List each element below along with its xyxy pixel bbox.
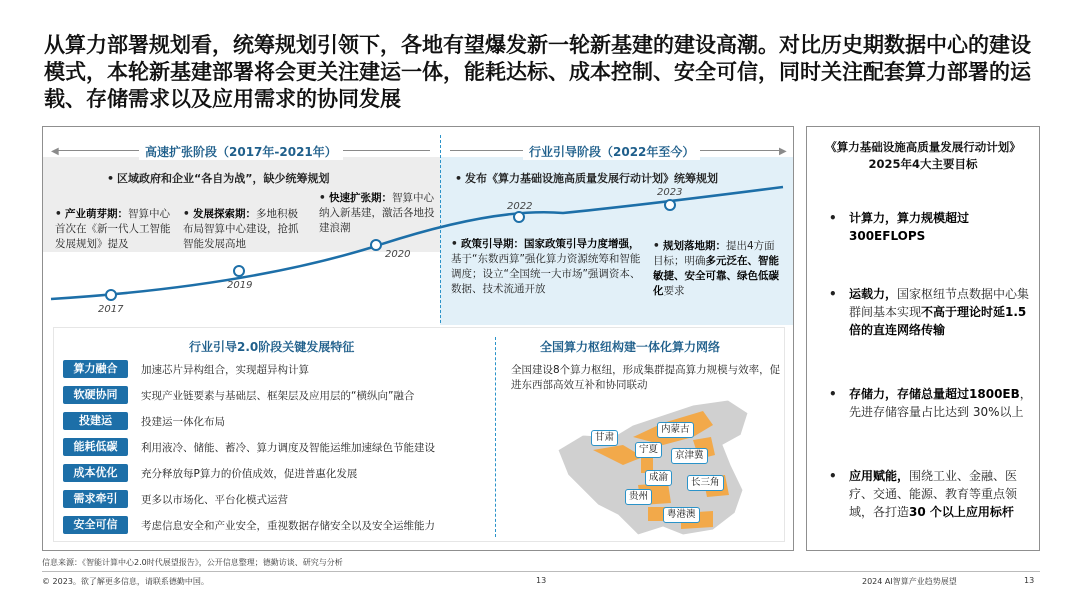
feature-tag: 需求牵引 bbox=[63, 490, 128, 508]
arrow-right-icon: ▶ bbox=[779, 146, 787, 157]
feature-text: 更多以市场化、平台化模式运营 bbox=[141, 493, 288, 506]
feature-row bbox=[63, 516, 435, 534]
feature-tag: 成本优化 bbox=[63, 464, 128, 482]
year-2019: 2019 bbox=[227, 280, 253, 291]
targets-panel bbox=[806, 126, 1040, 551]
event-planning-landing: • 规划落地期：提出4方面目标；明确多元泛在、智能敏捷、安全可靠、绿色低碳化要求 bbox=[653, 240, 779, 297]
footer-copyright: © 2023。欲了解更多信息，请联系德勤中国。 bbox=[42, 577, 209, 586]
target-item: • 应用赋能，围绕工业、金融、医疗、交通、能源、教育等重点领域，各打造30 个以上应用标杆 bbox=[829, 469, 1018, 519]
network-description: 全国建设8个算力枢纽，形成集群提高算力规模与效率，促进东西部高效互补和协同联动 bbox=[511, 364, 781, 391]
target-item: • 计算力，算力规模超过300EFLOPS bbox=[829, 211, 970, 243]
footer-rule bbox=[42, 571, 1040, 572]
milestone-2022 bbox=[514, 212, 524, 222]
feature-tag: 安全可信 bbox=[63, 516, 128, 534]
feature-row bbox=[63, 490, 288, 508]
page-headline: 从算力部署规划看，统筹规划引领下，各地有望爆发新一轮新基建的建设高潮。对比历史期数据中心的建设模式，本轮新基建部署将会更关注建运一体，能耗达标、成本控制、安全可信，同时关注配套算力部署的运载、存储需求以及应用需求的协同发展 bbox=[44, 33, 1031, 111]
node-label: 内蒙古 bbox=[657, 422, 694, 438]
feature-tag: 算力融合 bbox=[63, 360, 128, 378]
feature-text: 加速芯片异构组合，实现超异构计算 bbox=[141, 363, 309, 376]
node-label: 京津冀 bbox=[671, 448, 708, 464]
feature-tag: 能耗低碳 bbox=[63, 438, 128, 456]
feature-row bbox=[63, 360, 309, 378]
stage2-title: 行业引导阶段（2022年至今） bbox=[523, 143, 700, 160]
node-label: 粤港澳 bbox=[663, 507, 700, 523]
stage1-summary: • 区域政府和企业“各自为战”，缺少统筹规划 bbox=[107, 172, 330, 185]
arrow-left-icon: ◀ bbox=[51, 146, 59, 157]
year-2023: 2023 bbox=[657, 187, 683, 198]
lower-divider bbox=[495, 337, 496, 537]
event-exploration: • 发展探索期：多地积极布局智算中心建设，抢抓智能发展高地 bbox=[183, 208, 299, 250]
stage1-title: 高速扩张阶段（2017年-2021年） bbox=[139, 143, 343, 160]
year-2017: 2017 bbox=[98, 304, 124, 315]
stage2-summary: • 发布《算力基础设施高质量发展行动计划》统筹规划 bbox=[455, 172, 718, 185]
year-2022: 2022 bbox=[507, 201, 533, 212]
feature-text: 利用液冷、储能、蓄冷、算力调度及智能运维加速绿色节能建设 bbox=[141, 441, 435, 454]
node-label: 甘肃 bbox=[591, 430, 618, 446]
feature-tag: 投建运 bbox=[63, 412, 128, 430]
feature-row bbox=[63, 464, 357, 482]
event-policy-guidance: • 政策引导期：国家政策引导力度增强，基于“东数西算”强化算力资源统筹和智能调度；设立“全国统一大市场”强调资本、数据、技术流通开放 bbox=[451, 238, 641, 295]
feature-text: 充分释放每P算力的价值成效，促进普惠化发展 bbox=[141, 467, 358, 480]
timeline-panel bbox=[42, 126, 794, 551]
feature-tag: 软硬协同 bbox=[63, 386, 128, 404]
feature-text: 实现产业链要素与基础层、框架层及应用层的“横纵向”融合 bbox=[141, 389, 415, 402]
source-note: 信息来源：《智能计算中心2.0时代展望报告》，公开信息整理；德勤访谈、研究与分析 bbox=[42, 558, 343, 567]
page-number: 13 bbox=[1024, 576, 1035, 585]
node-label: 宁夏 bbox=[635, 442, 662, 458]
milestone-2017 bbox=[106, 290, 116, 300]
event-expansion: • 快速扩张期：智算中心纳入新基建，激活各地投建浪潮 bbox=[319, 192, 435, 234]
milestone-2023 bbox=[665, 200, 675, 210]
node-label: 成渝 bbox=[645, 470, 672, 486]
year-2020: 2020 bbox=[385, 249, 411, 260]
footer-center-number: 13 bbox=[536, 576, 547, 585]
milestone-2019 bbox=[234, 266, 244, 276]
milestone-2020 bbox=[371, 240, 381, 250]
features-title: 行业引导2.0阶段关键发展特征 bbox=[189, 340, 355, 354]
node-label: 贵州 bbox=[625, 489, 652, 505]
target-item: • 存储力，存储总量超过1800EB，先进存储容量占比达到 30%以上 bbox=[829, 387, 1032, 419]
feature-row bbox=[63, 386, 414, 404]
target-item: • 运载力，国家枢纽节点数据中心集群间基本实现不高于理论时延1.5倍的直连网络传输 bbox=[829, 287, 1030, 337]
targets-title: 《算力基础设施高质量发展行动计划》 2025年4大主要目标 bbox=[825, 140, 1021, 171]
footer-report-title: 2024 AI智算产业趋势展望 bbox=[862, 577, 957, 586]
event-emergence: • 产业萌芽期：智算中心首次在《新一代人工智能发展规划》提及 bbox=[55, 208, 171, 250]
china-map bbox=[553, 395, 763, 543]
feature-text: 投建运一体化布局 bbox=[141, 415, 225, 428]
feature-text: 考虑信息安全和产业安全，重视数据存储安全以及安全运维能力 bbox=[141, 519, 435, 532]
node-label: 长三角 bbox=[687, 475, 724, 491]
network-title: 全国算力枢纽构建一体化算力网络 bbox=[540, 340, 721, 354]
feature-row bbox=[63, 412, 225, 430]
feature-row bbox=[63, 438, 435, 456]
